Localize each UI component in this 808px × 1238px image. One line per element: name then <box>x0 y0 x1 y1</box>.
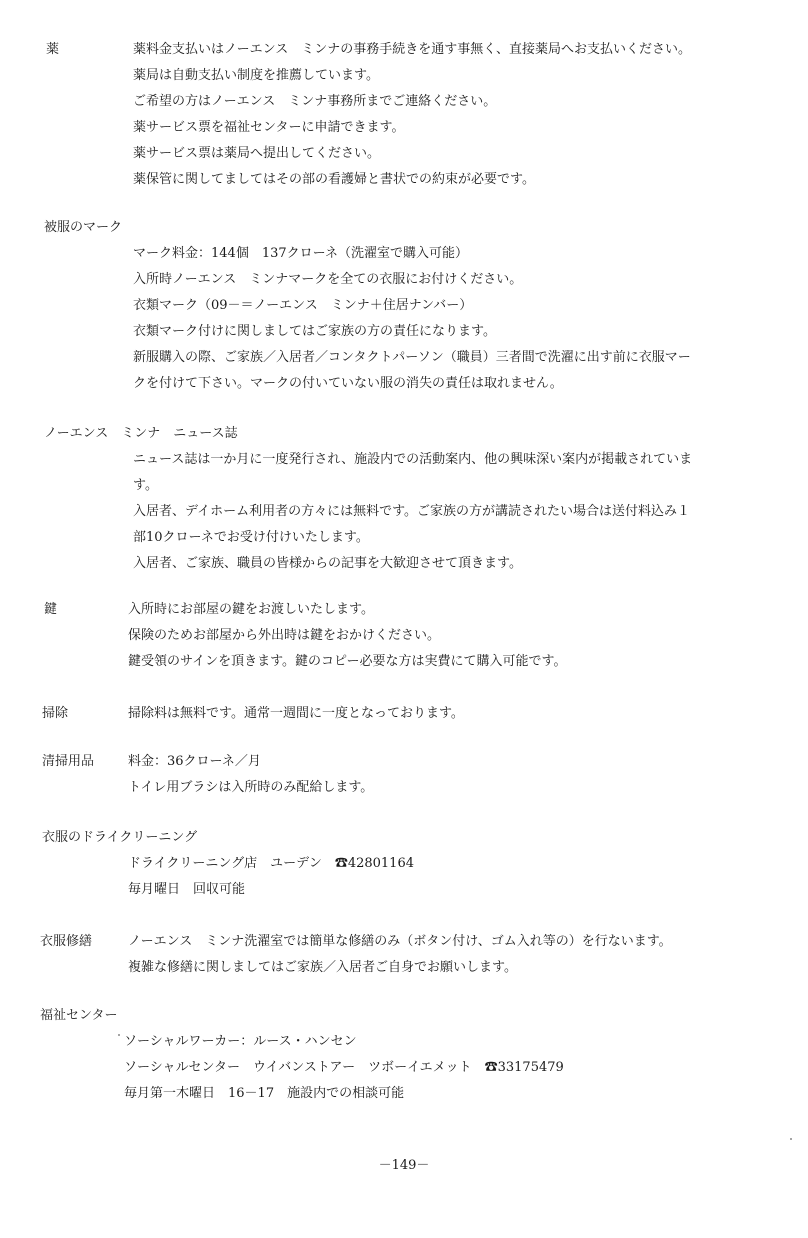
section-label-newsletter: ノーエンス ミンナ ニュース誌 <box>44 426 238 441</box>
section-label-cleaning: 掃除 <box>42 706 69 721</box>
clothing-repair-line: ノーエンス ミンナ洗濯室では簡単な修繕のみ（ボタン付け、ゴム入れ等の）を行ないます。 <box>128 934 672 949</box>
clothing-mark-line: クを付けて下さい。マークの付いていない服の消失の責任は取れません。 <box>133 376 563 391</box>
key-line: 保険のためお部屋から外出時は鍵をおかけください。 <box>128 628 441 643</box>
clothing-mark-line: 新服購入の際、ご家族／入居者／コンタクトパーソン（職員）三者間で洗濯に出す前に衣服マー <box>133 350 691 365</box>
newsletter-line: ニュース誌は一か月に一度発行され、施設内での活動案内、他の興味深い案内が掲載されていま <box>133 452 693 467</box>
key-line: 鍵受領のサインを頂きます。鍵のコピー必要な方は実費にて購入可能です。 <box>128 654 567 669</box>
section-label-key: 鍵 <box>44 602 58 617</box>
section-label-dry-cleaning: 衣服のドライクリーニング <box>42 830 198 845</box>
medicine-line: 薬サービス票は薬局へ提出してください。 <box>133 146 381 161</box>
dry-cleaning-line: ドライクリーニング店 ユーデン ☎42801164 <box>128 856 414 871</box>
clothing-mark-line: 衣類マーク付けに関しましてはご家族の方の責任になります。 <box>133 324 496 339</box>
newsletter-line: す。 <box>133 478 158 493</box>
dry-cleaning-line: 毎月曜日 回収可能 <box>128 882 246 897</box>
newsletter-line: 入居者、デイホーム利用者の方々には無料です。ご家族の方が講読されたい場合は送付料込み１ <box>133 504 691 519</box>
cleaning-supplies-line: トイレ用ブラシは入所時のみ配給します。 <box>128 780 374 795</box>
medicine-line: 薬料金支払いはノーエンス ミンナの事務手続きを通す事無く、直接薬局へお支払いください。 <box>133 42 691 57</box>
page-number: －149－ <box>378 1158 430 1173</box>
newsletter-line: 入居者、ご家族、職員の皆様からの記事を大歓迎させて頂きます。 <box>133 556 522 571</box>
section-label-clothing-repair: 衣服修繕 <box>40 934 93 949</box>
clothing-mark-line: マーク料金：144個 137クローネ（洗濯室で購入可能） <box>133 246 468 261</box>
clothing-repair-line: 複雑な修繕に関しましてはご家族／入居者ご自身でお願いします。 <box>128 960 517 975</box>
medicine-line: 薬局は自動支払い制度を推薦しています。 <box>133 68 379 83</box>
section-label-cleaning-supplies: 清掃用品 <box>42 754 95 769</box>
medicine-line: 薬サービス票を福祉センターに申請できます。 <box>133 120 405 135</box>
newsletter-line: 部10クローネでお受け付けいたします。 <box>133 530 369 545</box>
scan-speck <box>118 1034 120 1036</box>
scan-speck <box>790 1138 792 1140</box>
cleaning-supplies-line: 料金：36クローネ／月 <box>128 754 261 769</box>
cleaning-line: 掃除料は無料です。通常一週間に一度となっております。 <box>128 706 464 721</box>
section-label-welfare-center: 福祉センター <box>40 1008 118 1023</box>
medicine-line: 薬保管に関してましてはその部の看護婦と書状での約束が必要です。 <box>133 172 535 187</box>
section-label-clothing-mark: 被服のマーク <box>44 220 123 235</box>
welfare-center-line: 毎月第一木曜日 16－17 施設内での相談可能 <box>124 1086 405 1101</box>
section-label-medicine: 薬 <box>46 42 60 57</box>
welfare-center-line: ソーシャルセンター ウイバンストアー ツボーイエメット ☎33175479 <box>124 1060 564 1075</box>
key-line: 入所時にお部屋の鍵をお渡しいたします。 <box>128 602 374 617</box>
clothing-mark-line: 入所時ノーエンス ミンナマークを全ての衣服にお付けください。 <box>133 272 523 287</box>
clothing-mark-line: 衣類マーク（09－＝ノーエンス ミンナ＋住居ナンバー） <box>133 298 473 313</box>
welfare-center-line: ソーシャルワーカー：ルース・ハンセン <box>124 1034 357 1049</box>
medicine-line: ご希望の方はノーエンス ミンナ事務所までご連絡ください。 <box>133 94 497 109</box>
